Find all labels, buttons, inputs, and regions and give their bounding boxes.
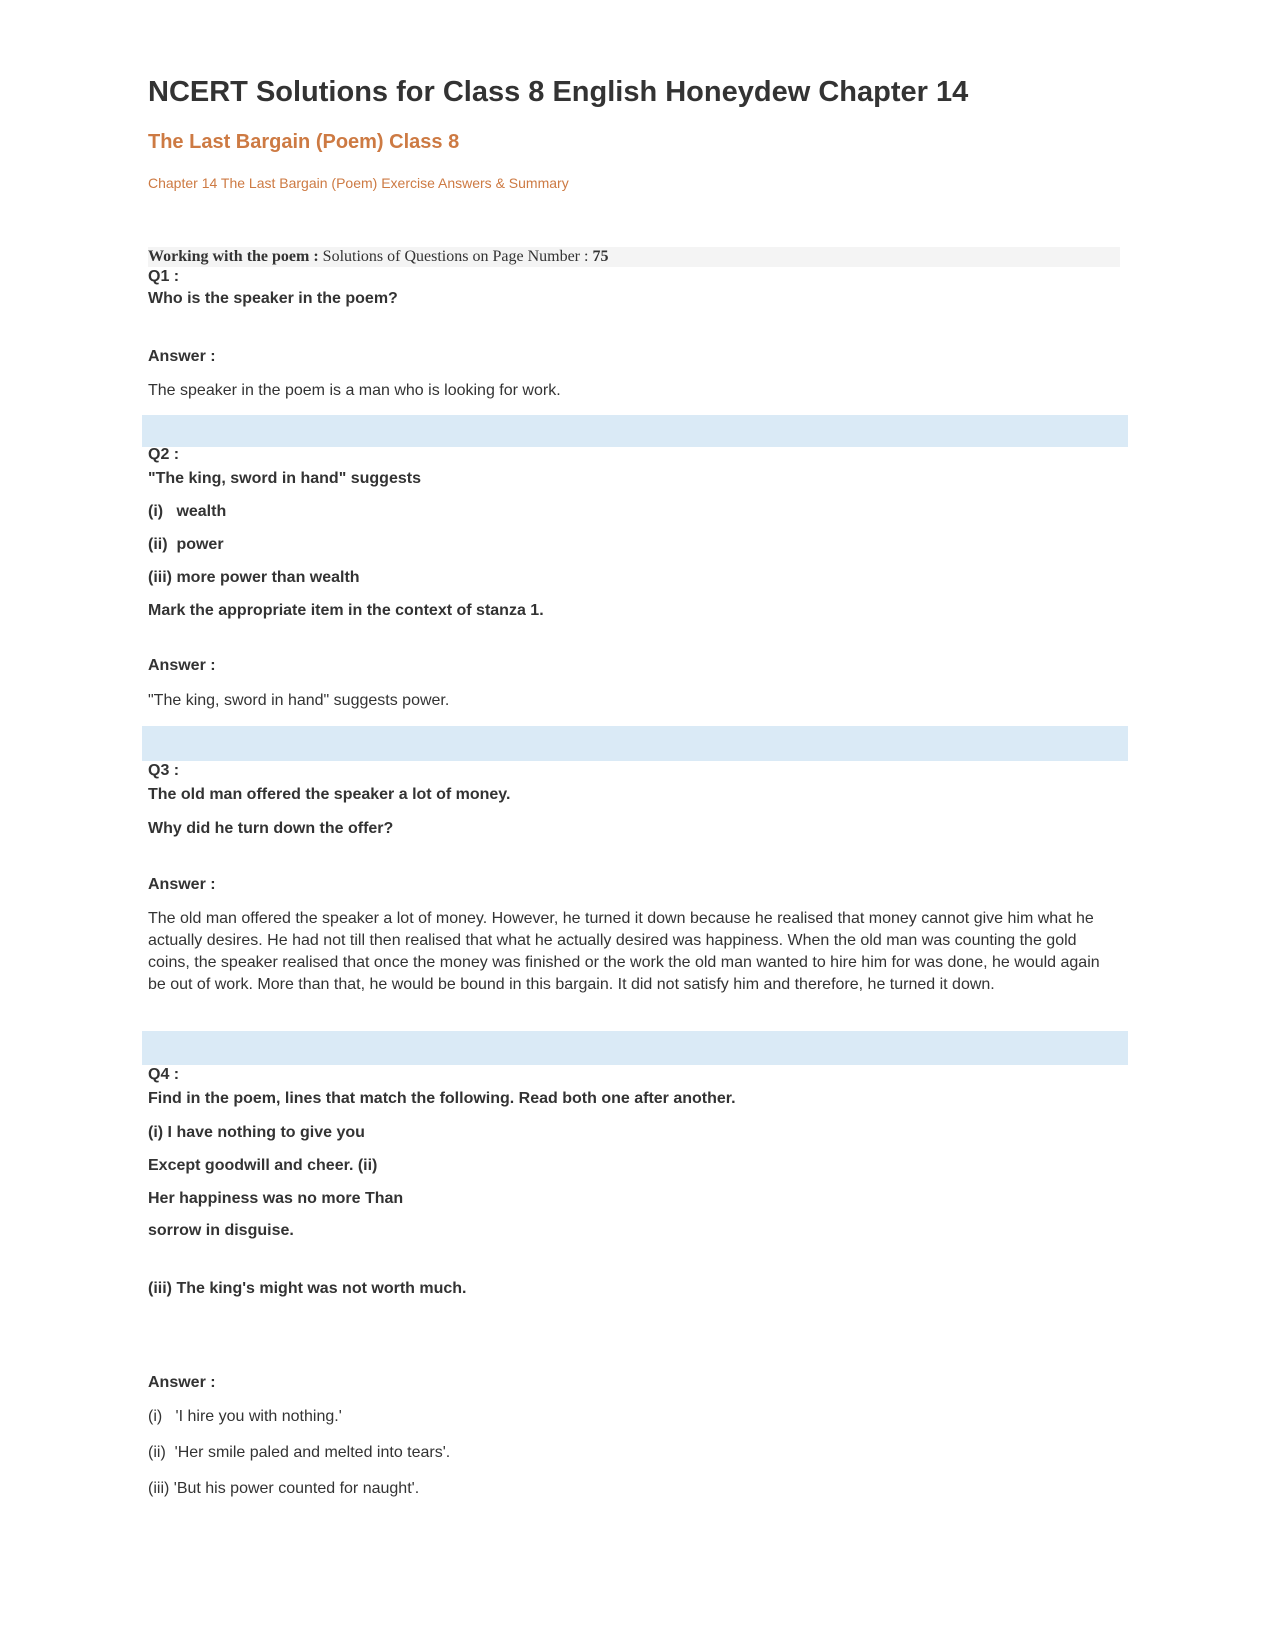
chapter-description: Chapter 14 The Last Bargain (Poem) Exercise Answers & Summary	[148, 175, 569, 191]
separator-3	[142, 1031, 1128, 1065]
q2-answer-label: Answer :	[148, 657, 216, 674]
q2-instruction: Mark the appropriate item in the context of stanza 1.	[148, 602, 544, 619]
page-subtitle: The Last Bargain (Poem) Class 8	[148, 131, 460, 153]
q3-answer-label: Answer :	[148, 876, 216, 893]
q4-line-2: Except goodwill and cheer. (ii)	[148, 1157, 378, 1174]
page-number-bar	[148, 247, 1120, 267]
q4-line-3: Her happiness was no more Than	[148, 1190, 404, 1207]
page-bar-number: 75	[592, 248, 609, 265]
q4-answer-2: (ii) 'Her smile paled and melted into tears'.	[148, 1444, 451, 1461]
q3-answer: The old man offered the speaker a lot of money. However, he turned it down because he realised that money cannot give him what he actually desires. He had not till then realised that what he actually desired was happiness. When the old man was counting the gold coins, the speaker realised that once the money was finished or the work the old man wanted to hire him for was done, he would again be out of work. More than that, he would be bound in this bargain. It did not satisfy him and therefore, he turned it down.	[148, 910, 1100, 993]
q4-line-4: sorrow in disguise.	[148, 1222, 294, 1239]
page-bar-label: Working with the poem :	[148, 248, 319, 265]
q2-question: "The king, sword in hand" suggests	[148, 470, 421, 487]
q3-label: Q3 :	[148, 762, 180, 779]
separator-1	[142, 415, 1128, 447]
q1-answer: The speaker in the poem is a man who is looking for work.	[148, 382, 561, 399]
separator-2	[142, 726, 1128, 761]
q4-line-1: (i) I have nothing to give you	[148, 1124, 365, 1141]
q4-question: Find in the poem, lines that match the following. Read both one after another.	[148, 1090, 736, 1107]
q4-answer-3: (iii) 'But his power counted for naught'.	[148, 1480, 420, 1497]
q4-label: Q4 :	[148, 1066, 180, 1083]
q4-line-5: (iii) The king's might was not worth much.	[148, 1280, 467, 1297]
page-bar-text: Solutions of Questions on Page Number :	[318, 248, 593, 265]
q3-question-line-2: Why did he turn down the offer?	[148, 820, 394, 837]
q4-answer-label: Answer :	[148, 1374, 216, 1391]
q2-option-1: (i) wealth	[148, 503, 227, 520]
q1-label: Q1 :	[148, 268, 180, 285]
q3-question-line-1: The old man offered the speaker a lot of money.	[148, 786, 511, 803]
page-title: NCERT Solutions for Class 8 English Honeydew Chapter 14	[148, 76, 969, 108]
q1-answer-label: Answer :	[148, 348, 216, 365]
q2-option-3: (iii) more power than wealth	[148, 569, 360, 586]
q4-answer-1: (i) 'I hire you with nothing.'	[148, 1408, 342, 1425]
q1-question: Who is the speaker in the poem?	[148, 290, 398, 307]
q2-option-2: (ii) power	[148, 536, 224, 553]
q2-label: Q2 :	[148, 446, 180, 463]
q2-answer: "The king, sword in hand" suggests power.	[148, 692, 450, 709]
